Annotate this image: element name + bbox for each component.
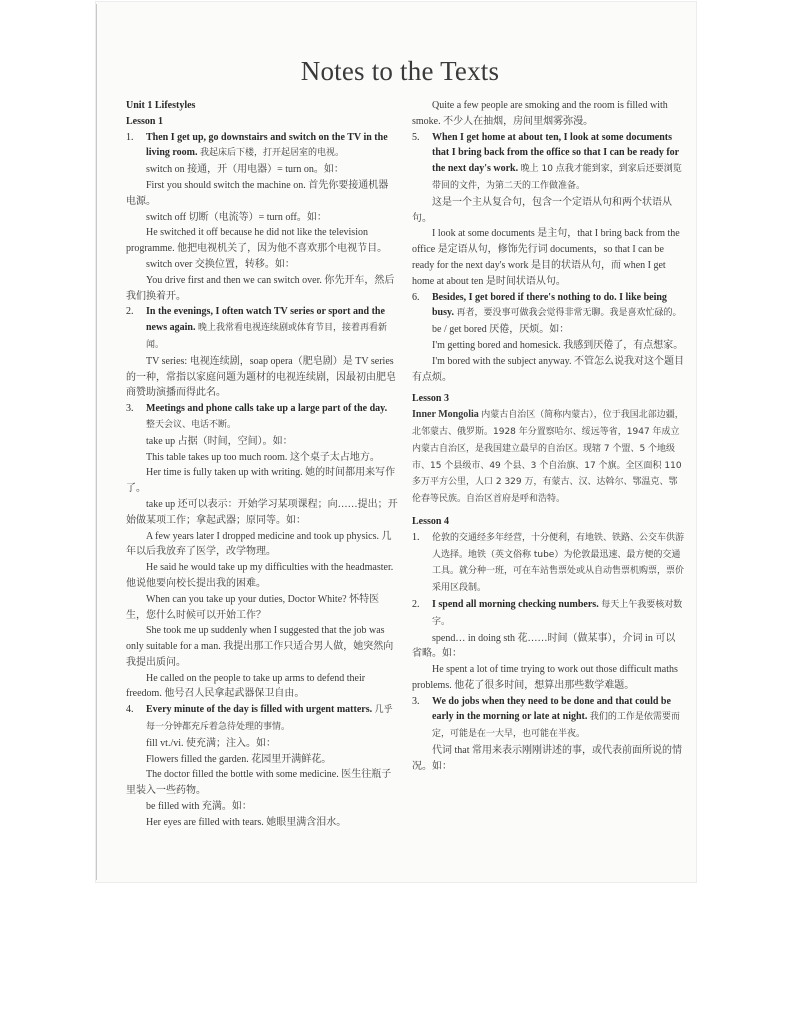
note-headline (412, 597, 685, 631)
lesson-3-heading: Lesson 3 (412, 393, 449, 405)
note-number: 2. (126, 306, 134, 318)
note-english: Every minute of the day is filled with urgent matters. (146, 704, 373, 716)
note-paragraph: switch on 接通，开（用电器）= turn on。如： (146, 164, 344, 176)
lesson-heading: Lesson 1 (126, 115, 163, 127)
note-paragraph: 代词 that 常用来表示刚刚讲述的事，或代表前面所说的情况。如： (412, 745, 682, 772)
note-paragraph: I'm bored with the subject anyway. 不管怎么说我对这个题目有点烦。 (412, 355, 684, 383)
note-item (412, 597, 685, 694)
note-paragraph: switch over 交换位置，转移。如： (146, 258, 295, 270)
note-english: In the evenings, I often watch TV series or sport and the news again. (146, 306, 385, 334)
note-chinese: 每天上午我要核对数字。 (432, 599, 683, 627)
note-english: Besides, I get bored if there's nothing to do. I like being busy. (432, 291, 667, 319)
note-number: 4. (126, 704, 134, 716)
left-column (126, 98, 398, 831)
note-paragraph: TV series: 电视连续剧，soap opera（肥皂剧）是 TV series 的一种，常指以家庭问题为题材的电视连续剧，因最初由肥皂商赞助演播而得此名。 (126, 355, 396, 399)
note-paragraph: Flowers filled the garden. 花园里开满鲜花。 (146, 753, 332, 765)
note-number: 1. (412, 531, 420, 543)
note-headline (412, 290, 685, 323)
note-paragraph: When can you take up your duties, Doctor White? 怀特医生，您什么时候可以开始工作？ (126, 593, 380, 621)
note-paragraph: I'm getting bored and homesick. 我感到厌倦了，有点想家。 (432, 339, 684, 351)
note-number: 3. (412, 695, 420, 707)
note-number: 6. (412, 291, 420, 303)
note-english: Then I get up, go downstairs and switch on the TV in the living room. (146, 131, 388, 159)
note-headline (126, 304, 398, 353)
note-item (412, 530, 685, 597)
note-chinese: 整天会议、电话不断。 (146, 419, 237, 430)
note-paragraph: I look at some documents 是主句，that I bring back from the office 是定语从句，修饰先行词 documents，so that I can be ready for the next day's work 是目的状语从句，而 when I get home at about ten 是时间状语从句。 (412, 228, 680, 287)
note-paragraph: Her time is fully taken up with writing. 她的时间都用来写作了。 (126, 467, 396, 495)
note-headline (412, 130, 685, 195)
note-headline (126, 130, 398, 163)
note-english: Meetings and phone calls take up a large part of the day. (146, 403, 388, 415)
note-headline (126, 401, 398, 434)
note-paragraph: He called on the people to take up arms to defend their freedom. 他号召人民拿起武器保卫自由。 (126, 672, 366, 700)
note-paragraph: First you should switch the machine on. 首先你要接通机器电源。 (126, 179, 389, 207)
note-paragraph: He spent a lot of time trying to work out those difficult maths problems. 他花了很多时间，想算出那些数学难题。 (412, 664, 678, 691)
note-paragraph: He switched it off because he did not like the television programme. 他把电视机关了，因为他不喜欢那个电视节目。 (126, 227, 388, 255)
note-number: 5. (412, 131, 420, 143)
unit-heading: Unit 1 Lifestyles (126, 100, 196, 111)
note-chinese: 我起床后下楼，打开起居室的电视。 (199, 148, 344, 159)
note-number: 3. (126, 403, 134, 415)
note-item (126, 304, 398, 401)
note-headline (412, 530, 685, 597)
right-column (412, 98, 685, 775)
note-chinese: 我们的工作是依需要而定，可能是在一大早，也可能在半夜。 (432, 712, 680, 740)
note-paragraph: take up 还可以表示：开始学习某项课程；向……提出；开始做某项工作；拿起武器；原同等。如： (126, 498, 398, 526)
note-paragraph: You drive first and then we can switch over. 你先开车，然后我们换着开。 (126, 274, 395, 302)
note-item (412, 130, 685, 290)
note-paragraph: fill vt./vi. 使充满；注入。如： (146, 737, 276, 749)
note-english: We do jobs when they need to be done and that could be early in the morning or late at night. (432, 695, 671, 723)
note-chinese: 晚上我常看电视连续剧或体育节目，接着再看新闻。 (146, 323, 387, 350)
note-chinese: 晚上 10 点我才能到家，到家后还要浏览带回的文件，为第二天的工作做准备。 (432, 164, 682, 191)
note-paragraph: A few years later I dropped medicine and took up physics. 几年以后我放弃了医学，改学物理。 (126, 530, 392, 558)
inner-mongolia-text: 内蒙古自治区（简称内蒙古），位于我国北部边疆，北邻蒙古、俄罗斯。1928 年分置察哈尔、绥远等省，1947 年成立内蒙古自治区，是我国建立最早的自治区。现辖 7 个盟、5 个地级市、15 个县级市、49 个县、3 个自治旗、17 个旗。全区面积 110 多万平方公里，人口 2 329 万，有蒙古、汉、达斡尔、鄂温克、鄂伦春等民族。自治区首府是呼和浩特。 (412, 410, 684, 505)
note-paragraph: switch off 切断（电流等）= turn off。如： (146, 211, 327, 223)
page-title: Notes to the Texts (300, 56, 500, 86)
note-paragraph: 这是一个主从复合句，包含一个定语从句和两个状语从句。 (412, 196, 672, 224)
note-paragraph: He said he would take up my difficulties with the headmaster. 他说他要向校长提出我的困难。 (126, 562, 394, 589)
note-paragraph: This table takes up too much room. 这个桌子太占地方。 (146, 451, 380, 463)
note-headline (412, 694, 685, 743)
page-edge (96, 4, 97, 880)
note-item (412, 290, 685, 386)
note-chinese: 再者，要没事可做我会觉得非常无聊。我是喜欢忙碌的。 (456, 308, 682, 319)
note-item (126, 401, 398, 702)
note-english: When I get home at about ten, I look at some documents that I bring back from the office so that I can be ready for the next day's work. (432, 131, 679, 175)
note-english: I spend all morning checking numbers. (432, 598, 599, 610)
note-chinese: 几乎每一分钟都充斥着急待处理的事情。 (146, 705, 393, 733)
note-paragraph: The doctor filled the bottle with some medicine. 医生往瓶子里装入一些药物。 (126, 769, 392, 797)
right-items-a (412, 130, 685, 386)
left-items (126, 130, 398, 831)
continued-paragraph: Quite a few people are smoking and the room is filled with smoke. 不少人在抽烟，房间里烟雾弥漫。 (412, 100, 668, 127)
note-item (126, 702, 398, 830)
note-number: 1. (126, 131, 134, 143)
note-item (126, 130, 398, 305)
note-paragraph: be filled with 充满。如： (146, 801, 252, 813)
inner-mongolia-note (412, 407, 685, 508)
inner-mongolia-term: Inner Mongolia (412, 409, 479, 421)
right-items-b (412, 530, 685, 775)
note-headline (126, 702, 398, 736)
note-paragraph: She took me up suddenly when I suggested that the job was only suitable for a man. 我提出那工作只适合男人做，她突然向我提出质问。 (126, 625, 394, 668)
note-paragraph: be / get bored 厌倦，厌烦。如： (432, 324, 570, 336)
note-chinese: 伦敦的交通经多年经营，十分便利，有地铁、铁路、公交车供游人选择。地铁（英文俗称 tube）为伦敦最迅速、最方便的交通工具。就分种一班，可在车站售票处或从自动售票机购票，票价采用区段制。 (432, 532, 685, 594)
lesson-4-heading: Lesson 4 (412, 515, 449, 527)
note-paragraph: spend… in doing sth 花……时间（做某事），介词 in 可以省略。如： (412, 632, 676, 660)
note-paragraph: take up 占据（时间，空间）。如： (146, 435, 293, 447)
note-item (412, 694, 685, 775)
note-paragraph: Her eyes are filled with tears. 她眼里满含泪水。 (146, 816, 347, 828)
note-number: 2. (412, 598, 420, 610)
